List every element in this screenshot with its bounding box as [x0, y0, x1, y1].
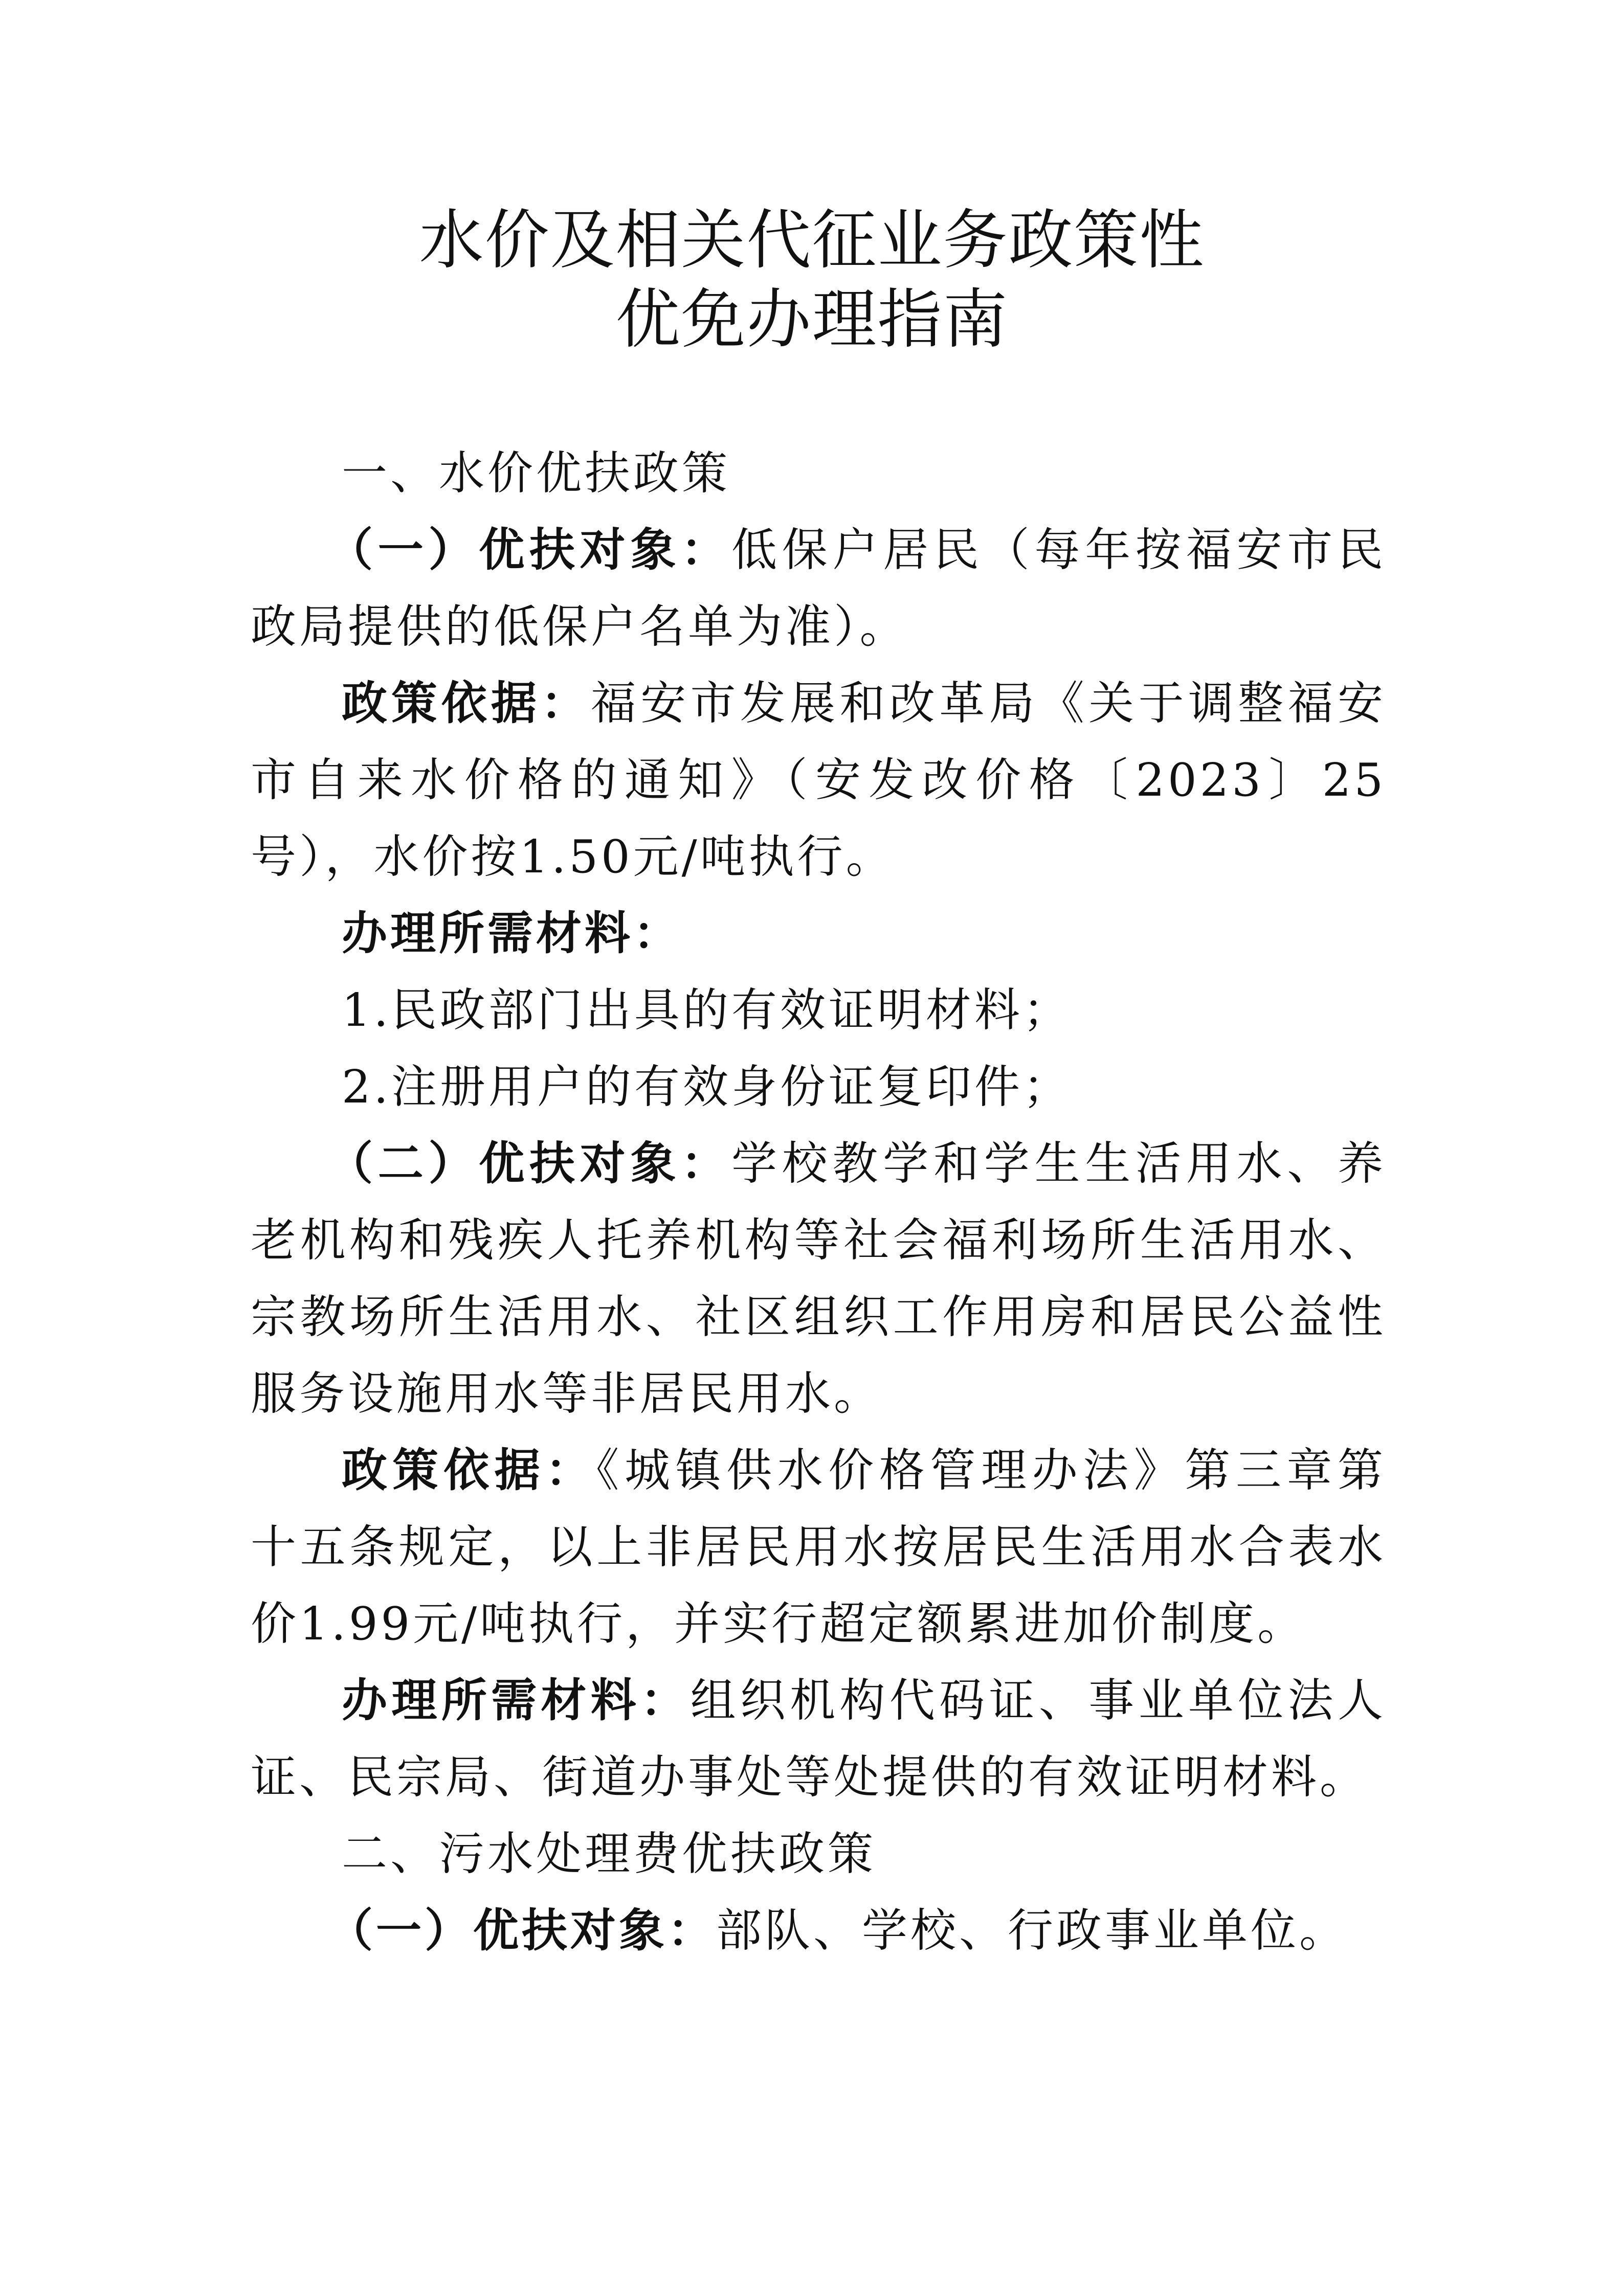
section1-materials1-item-1: 1.民政部门出具的有效证明材料；	[342, 983, 1072, 1037]
document-title-line1: 水价及相关代征业务政策性	[419, 202, 1205, 278]
section2-item1-text: 部队、学校、行政事业单位。	[716, 1904, 1348, 1957]
section1-materials1-item-2: 2.注册用户的有效身份证复印件；	[342, 1060, 1072, 1113]
section1-item2-text: 学校教学和学生生活用水、养老机构和残疾人托养机构等社会福利场所生活用水、宗教场所生活用水、社区组织工作用房和居民公益性服务设施用水等非居民用水。	[251, 1137, 1386, 1420]
section2-item1-paragraph	[251, 1892, 1386, 1969]
section1-materials2-paragraph	[251, 1662, 1386, 1815]
document-body	[251, 435, 1386, 1969]
section2-heading: 二、污水处理费优扶政策	[342, 1827, 876, 1880]
section1-item2-label: （二）优扶对象：	[327, 1137, 731, 1190]
section1-item1-paragraph	[251, 511, 1386, 665]
section1-materials1-paragraph	[251, 895, 1386, 972]
section1-materials2-text: 组织机构代码证、事业单位法人证、民宗局、街道办事处等处提供的有效证明材料。	[251, 1674, 1387, 1804]
section1-materials1-label: 办理所需材料：	[342, 907, 682, 960]
section1-item2-paragraph	[251, 1125, 1386, 1432]
section1-heading: 一、水价优扶政策	[342, 446, 730, 500]
section1-item1-label: （一）优扶对象：	[327, 523, 731, 576]
section1-basis1-paragraph	[251, 665, 1386, 895]
section2-item1-label: （一）优扶对象：	[327, 1904, 716, 1957]
section1-item1-text: 低保户居民（每年按福安市民政局提供的低保户名单为准）。	[251, 523, 1386, 653]
section1-basis2-label: 政策依据：	[342, 1444, 596, 1497]
document-title-line2: 优免办理指南	[615, 282, 1009, 357]
section1-basis1-label: 政策依据：	[342, 677, 591, 730]
section1-basis2-paragraph	[251, 1432, 1386, 1662]
section1-basis2-text: 《城镇供水价格管理办法》第三章第十五条规定，以上非居民用水按居民生活用水合表水价1.99元/吨执行，并实行超定额累进加价制度。	[251, 1444, 1386, 1650]
section1-materials2-label: 办理所需材料：	[342, 1674, 691, 1727]
section1-basis1-text: 福安市发展和改革局《关于调整福安市自来水价格的通知》（安发改价格〔2023〕25号），水价按1.50元/吨执行。	[251, 677, 1386, 883]
